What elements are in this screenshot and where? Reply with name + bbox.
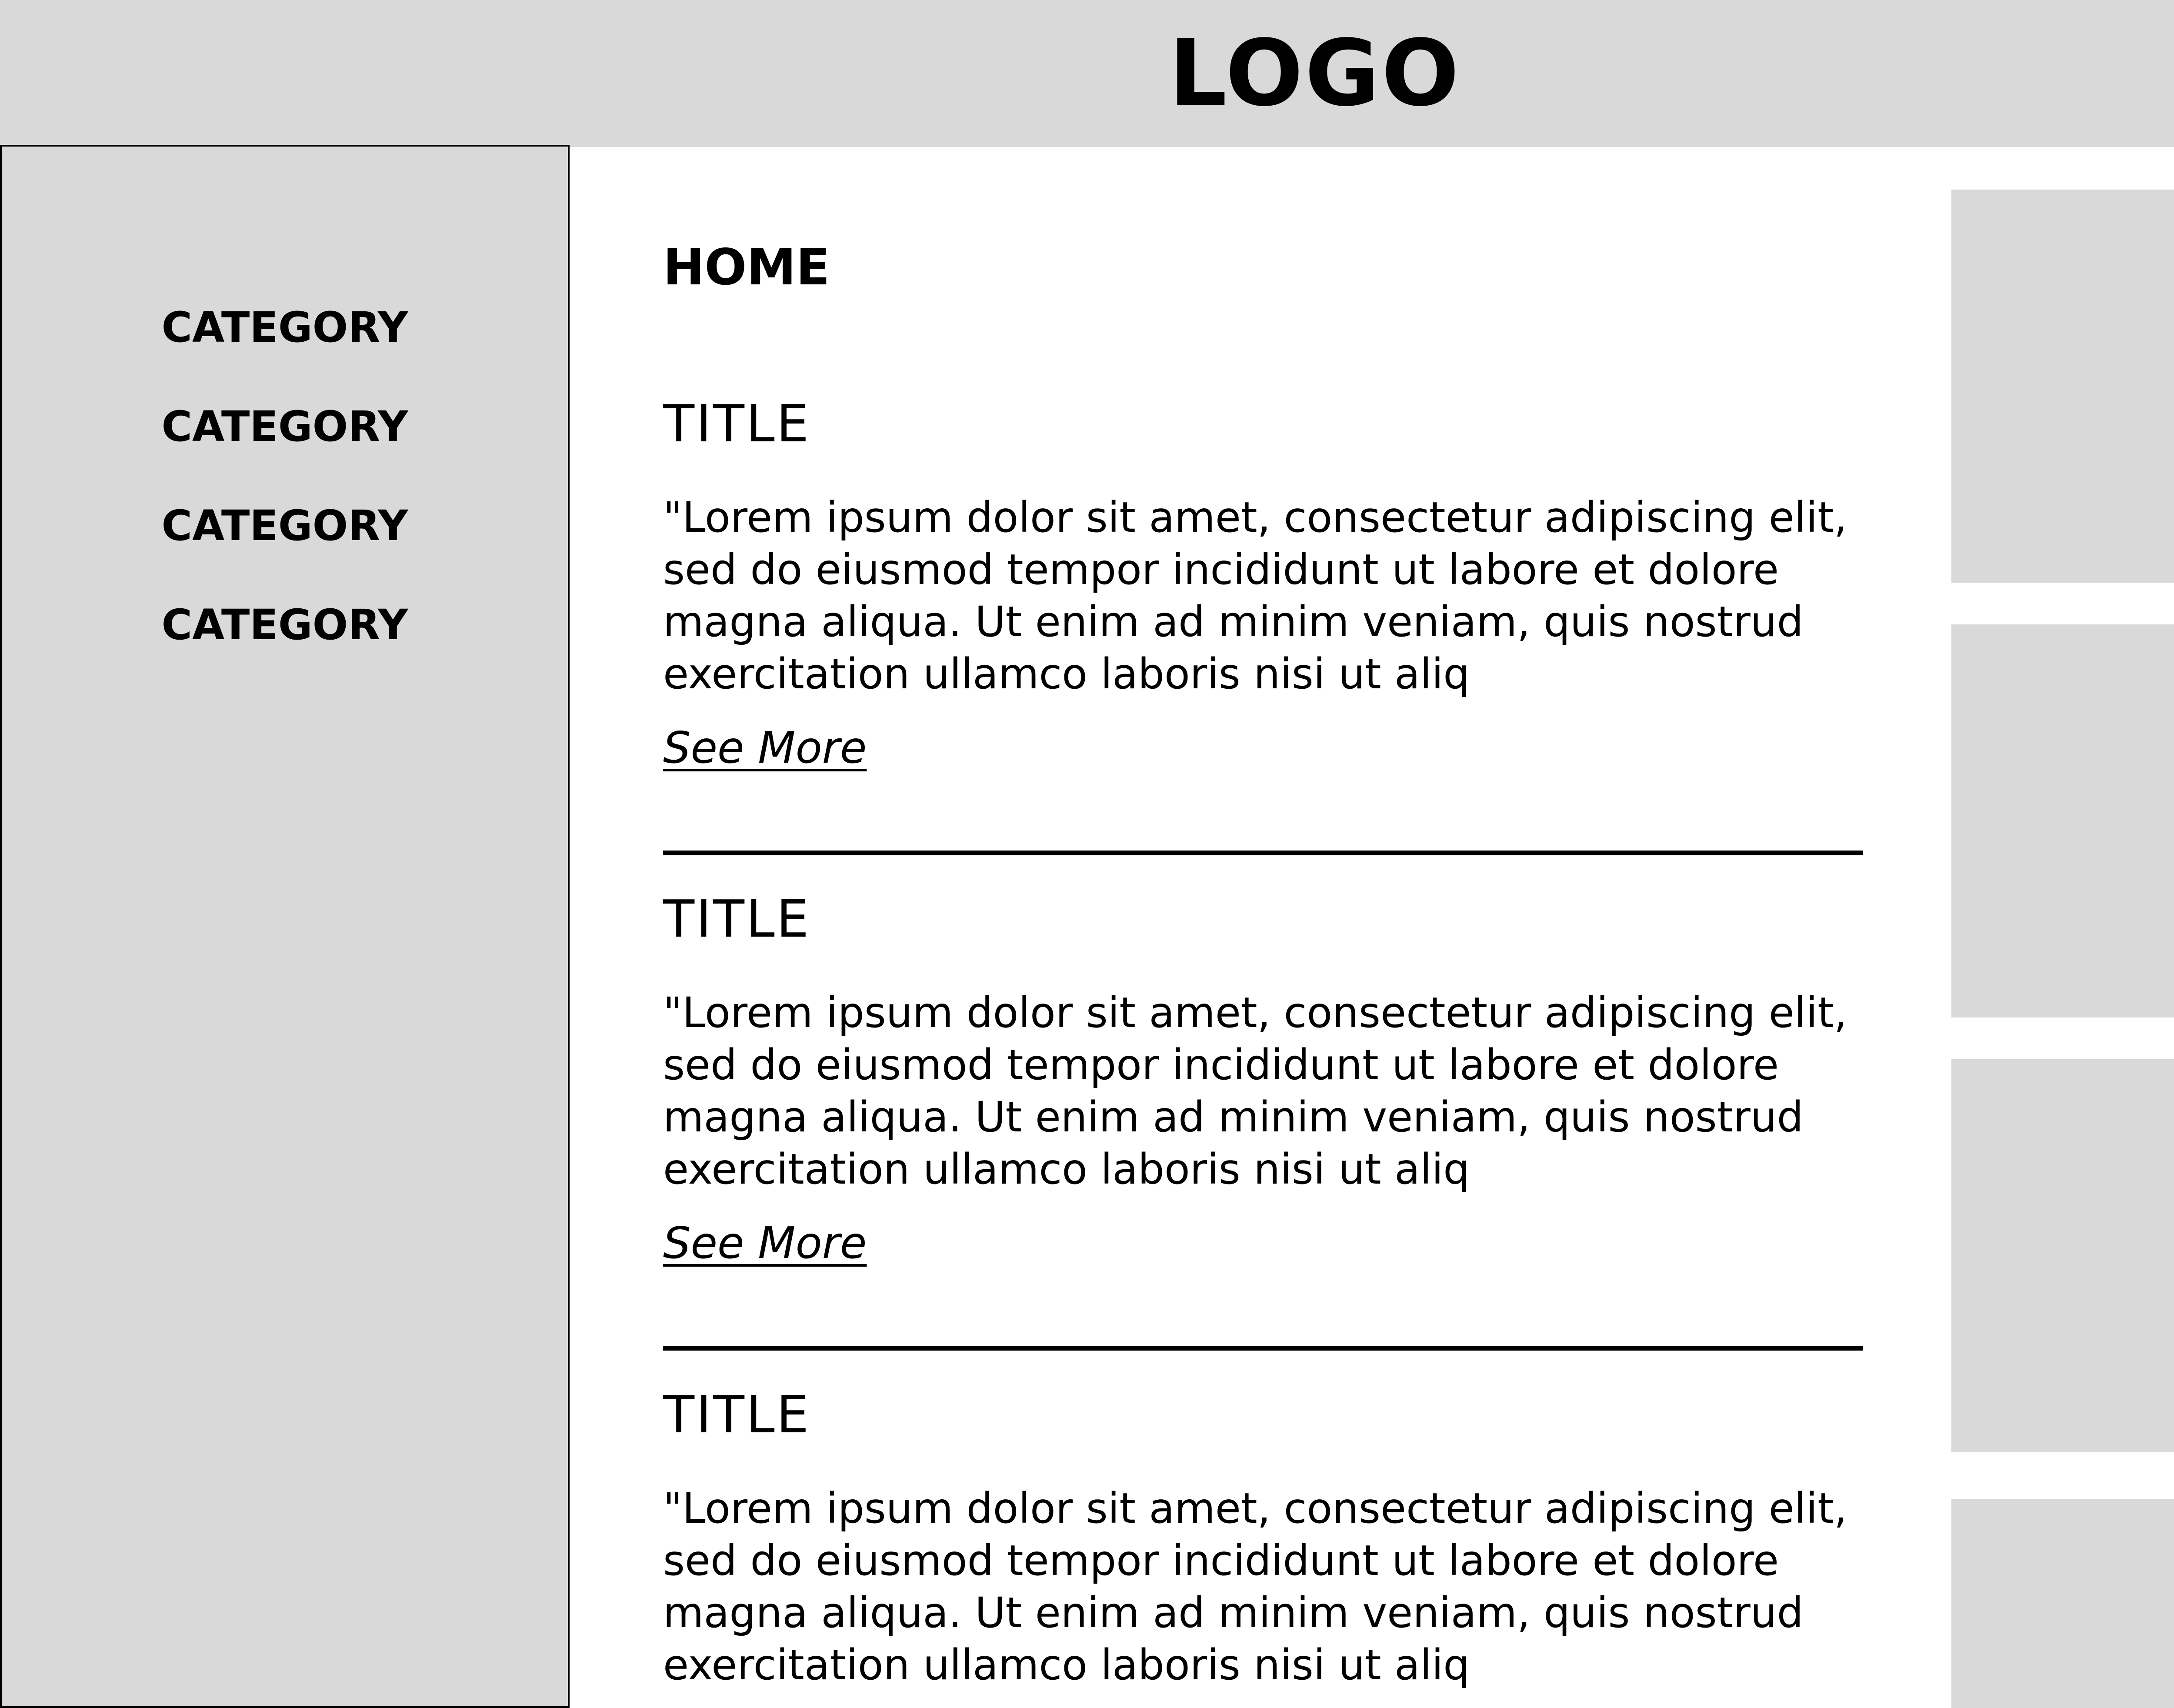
article-title: TITLE — [663, 889, 811, 949]
article-divider — [663, 851, 1863, 855]
logo[interactable]: LOGO — [1169, 20, 1461, 127]
article-body: "Lorem ipsum dolor sit amet, consectetur adipiscing elit, sed do eiusmod tempor incididunt ut labore et dolore magna aliqua. Ut enim ad minim veniam, quis nostrud exercitation ullamco laboris nisi ut aliq — [663, 1484, 1847, 1689]
article-divider — [663, 1346, 1863, 1351]
article-title: TITLE — [663, 1384, 811, 1444]
page-title: HOME — [663, 238, 830, 296]
ad-placeholder-2 — [1951, 624, 2174, 1017]
sidebar-item-category-3[interactable]: CATEGORY — [161, 501, 408, 550]
sidebar-item-category-4[interactable]: CATEGORY — [161, 600, 408, 649]
article-body: "Lorem ipsum dolor sit amet, consectetur adipiscing elit, sed do eiusmod tempor incididunt ut labore et dolore magna aliqua. Ut enim ad minim veniam, quis nostrud exercitation ullamco laboris nisi ut aliq — [663, 988, 1847, 1194]
ad-placeholder-3 — [1951, 1059, 2174, 1452]
sidebar-item-category-2[interactable]: CATEGORY — [161, 402, 408, 451]
article-body: "Lorem ipsum dolor sit amet, consectetur adipiscing elit, sed do eiusmod tempor incididunt ut labore et dolore magna aliqua. Ut enim ad minim veniam, quis nostrud exercitation ullamco laboris nisi ut aliq — [663, 493, 1847, 698]
see-more-link[interactable]: See More — [663, 722, 867, 773]
header-bar — [0, 0, 2174, 147]
see-more-link[interactable]: See More — [663, 1218, 867, 1268]
article-title: TITLE — [663, 394, 811, 454]
sidebar — [0, 145, 570, 1708]
ad-placeholder-4 — [1951, 1499, 2174, 1708]
ad-placeholder-1 — [1951, 190, 2174, 583]
sidebar-item-category-1[interactable]: CATEGORY — [161, 303, 408, 352]
